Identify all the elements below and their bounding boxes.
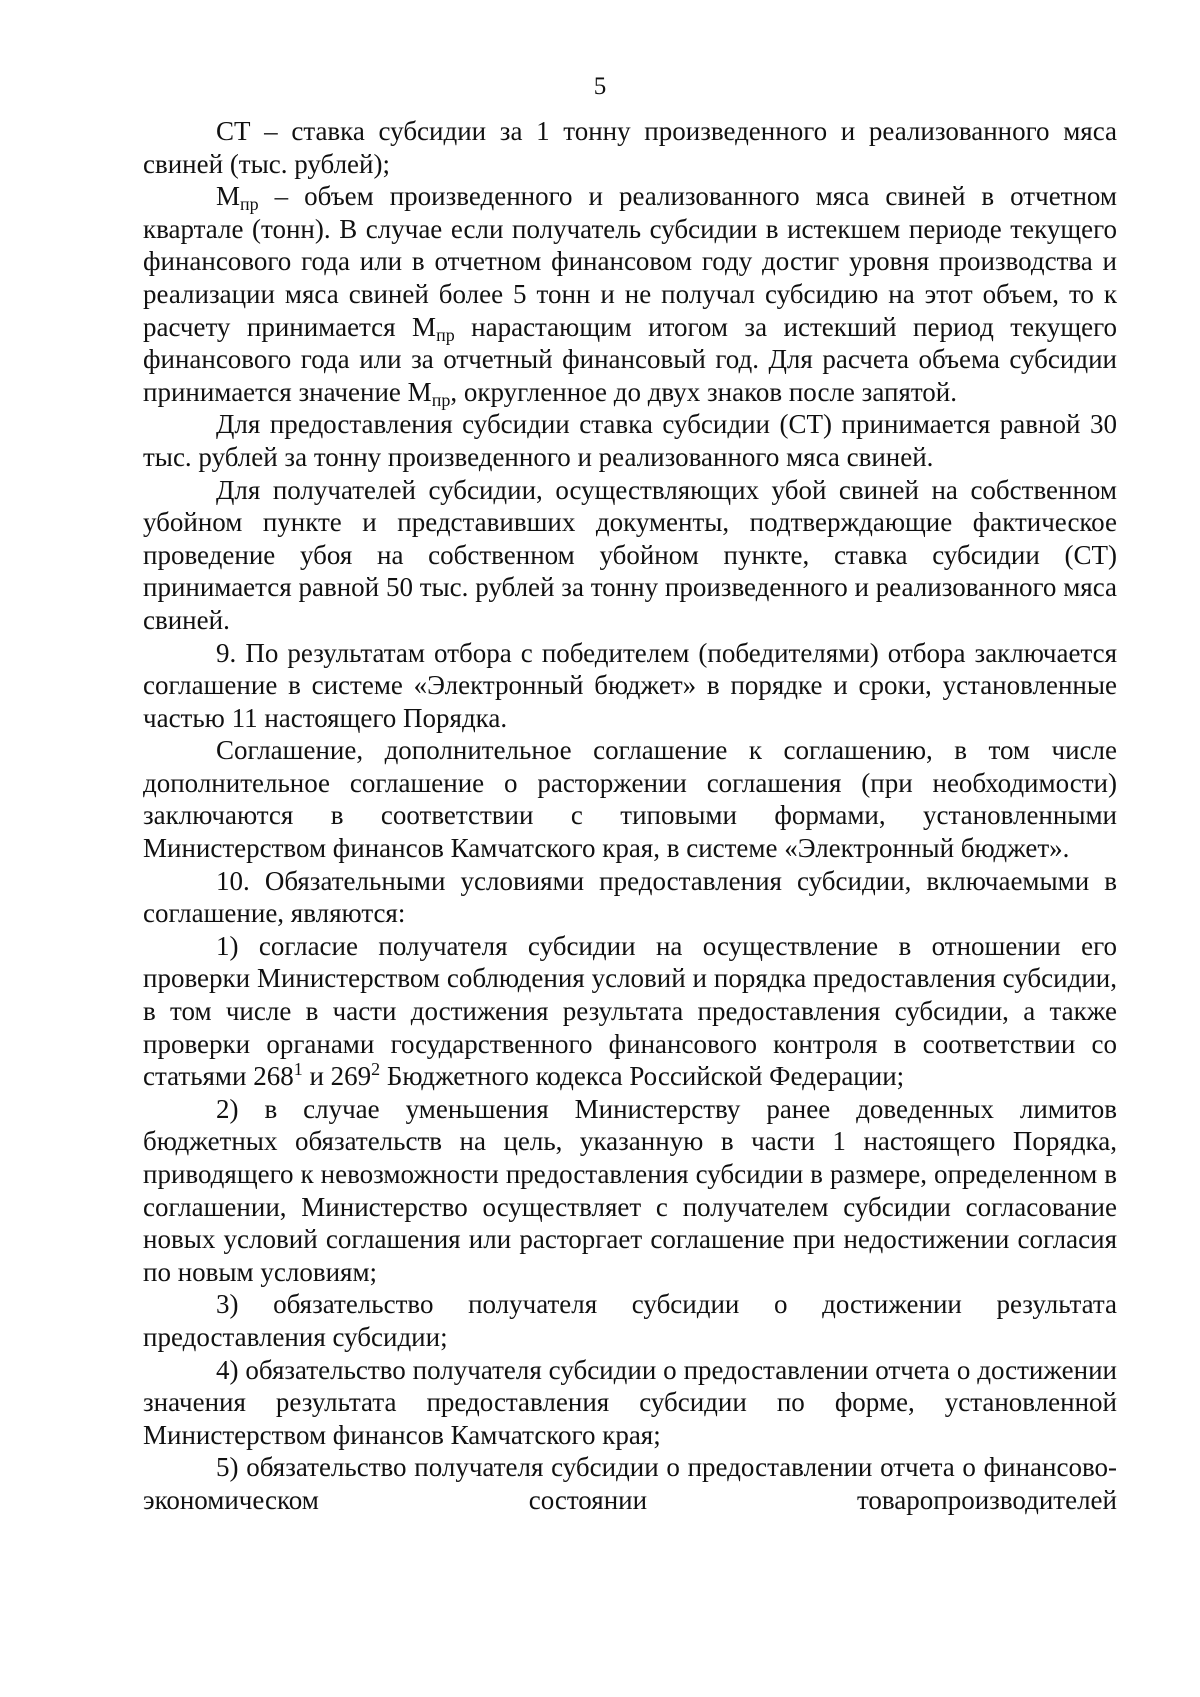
superscript-2: 2 [371, 1059, 381, 1080]
condition-1-text-b: и 269 [302, 1061, 372, 1092]
symbol-m: М [407, 376, 432, 407]
condition-1-text-c: Бюджетного кодекса Российской Федерации; [380, 1061, 905, 1092]
mpr-text-a: – объем произведенного и реализованного мяса свиней в отчетном квартале (тонн). В случае если получатель субсидии в истекшем периоде текущего финансового года или в отчетном финансовом году достиг уровня производства и реализации мяса свиней более 5 тонн и не получал субсидию на этот объем, то к расчету принимается [143, 181, 1117, 342]
mpr-text-c: , округленное до двух знаков после запятой. [450, 376, 957, 407]
subscript-pr: пр [431, 389, 451, 410]
paragraph-item-9: 9. По результатам отбора с победителем (победителями) отбора заключается соглашение в системе «Электронный бюджет» в порядке и сроки, установленные частью 11 настоящего Порядка. [143, 637, 1117, 733]
paragraph-rate-30: Для предоставления субсидии ставка субсидии (СТ) принимается равной 30 тыс. рублей за тонну произведенного и реализованного мяса свиней. [143, 409, 1117, 472]
symbol-m: М [216, 181, 241, 212]
paragraph-st-definition: СТ – ставка субсидии за 1 тонну произведенного и реализованного мяса свиней (тыс. рублей); [143, 116, 1117, 179]
condition-1-text-a: 1) согласие получателя субсидии на осуществление в отношении его проверки Министерством соблюдения условий и порядка предоставления субсидии, в том числе в части достижения результата предоставления субсидии, а также проверки органами государственного финансового контроля в соответствии со статьями 268 [143, 930, 1117, 1092]
paragraph-condition-1 [143, 930, 1117, 1093]
paragraph-rate-50: Для получателей субсидии, осуществляющих убой свиней на собственном убойном пункте и представивших документы, подтверждающие фактическое проведение убоя на собственном убойном пункте, ставка субсидии (СТ) принимается равной 50 тыс. рублей за тонну произведенного и реализованного мяса свиней. [143, 474, 1117, 635]
paragraph-condition-2: 2) в случае уменьшения Министерству ранее доведенных лимитов бюджетных обязательств на цель, указанную в части 1 настоящего Порядка, приводящего к невозможности предоставления субсидии в размере, определенном в соглашении, Министерство осуществляет с получателем субсидии согласование новых условий соглашения или расторгает соглашение при недостижении согласия по новым условиям; [143, 1093, 1117, 1287]
paragraph-agreement-forms: Соглашение, дополнительное соглашение к соглашению, в том числе дополнительное соглашение о расторжении соглашения (при необходимости) заключаются в соответствии с типовыми формами, установленными Министерством финансов Камчатского края, в системе «Электронный бюджет». [143, 735, 1117, 864]
paragraph-condition-3: 3) обязательство получателя субсидии о достижении результата предоставления субсидии; [143, 1289, 1117, 1352]
paragraph-condition-4: 4) обязательство получателя субсидии о предоставлении отчета о достижении значения результата предоставления субсидии по форме, установленной Министерством финансов Камчатского края; [143, 1354, 1117, 1450]
symbol-m: М [412, 311, 437, 342]
superscript-1: 1 [293, 1059, 303, 1080]
paragraph-condition-5: 5) обязательство получателя субсидии о предоставлении отчета о финансово-экономическом состоянии товаропроизводителей [143, 1452, 1117, 1515]
subscript-pr: пр [240, 194, 259, 215]
page-number: 5 [593, 73, 607, 100]
paragraph-mpr-definition [143, 180, 1117, 408]
subscript-pr: пр [436, 324, 455, 345]
document-body [143, 115, 1117, 1517]
paragraph-item-10: 10. Обязательными условиями предоставления субсидии, включаемыми в соглашение, являются: [143, 865, 1117, 929]
mpr-text-b: нарастающим итогом за истекший период текущего финансового года или за отчетный финансовый год. Для расчета объема субсидии принимается значение [143, 311, 1117, 407]
